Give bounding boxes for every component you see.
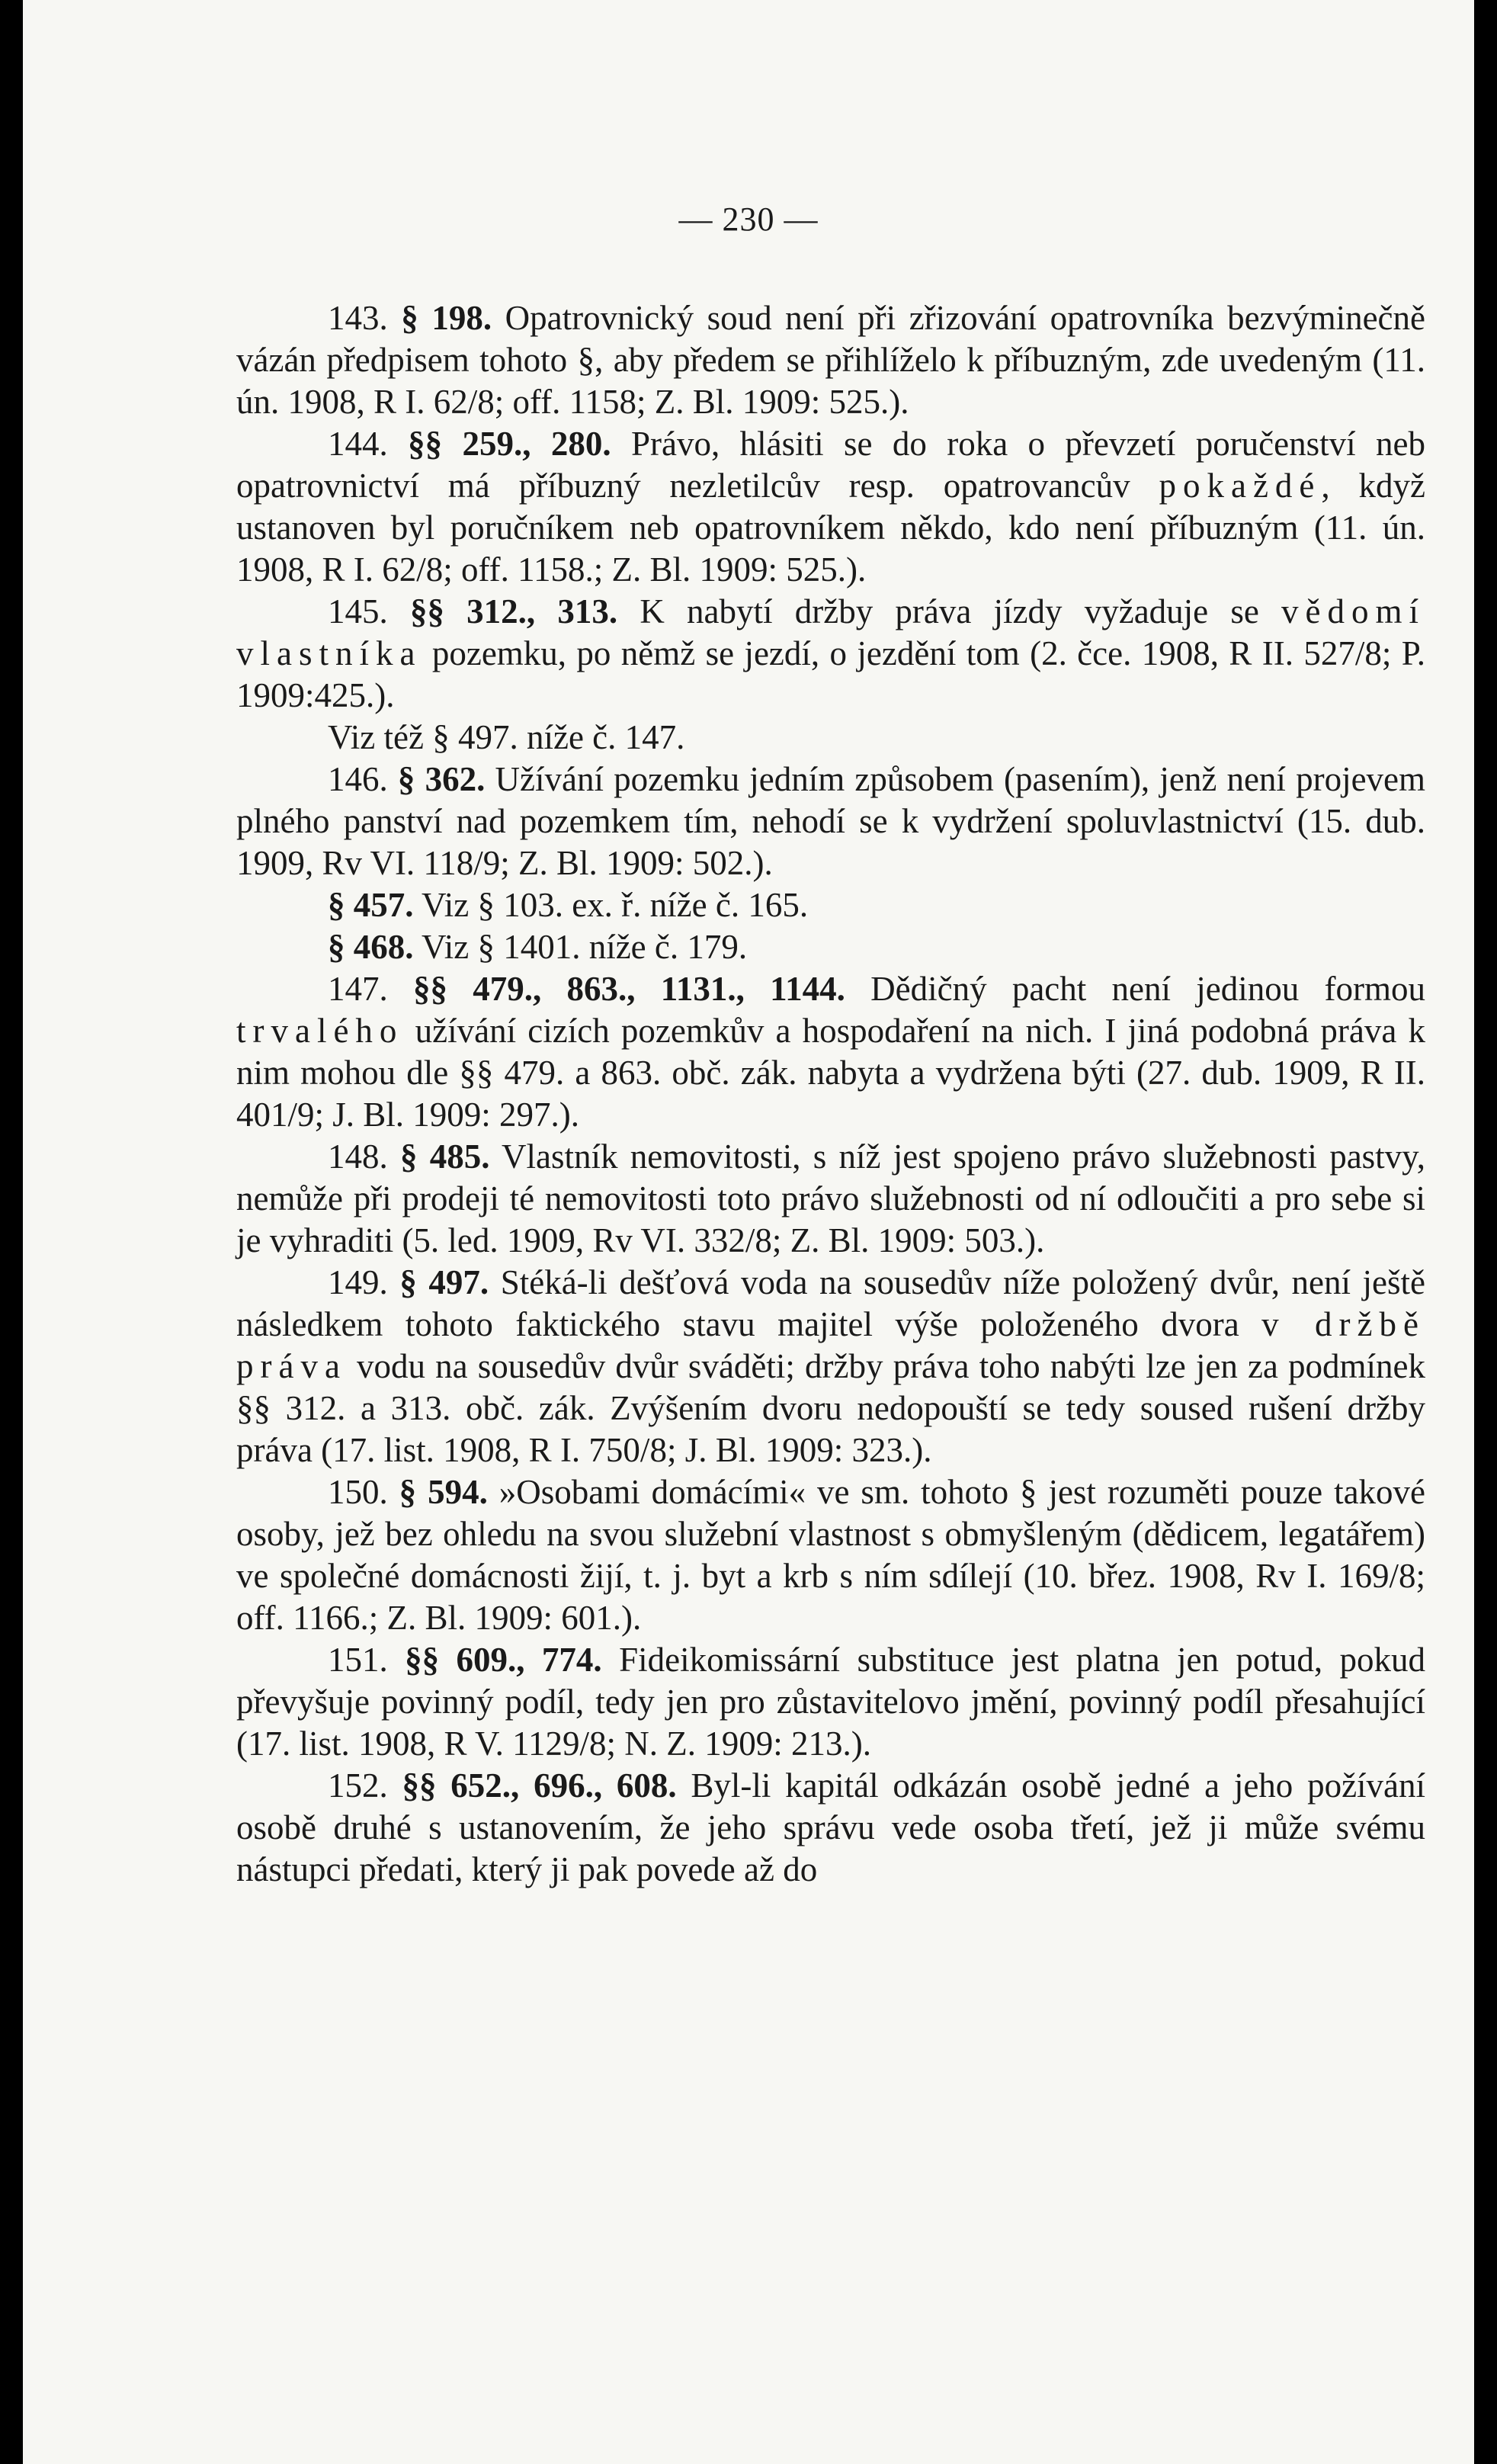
section-reference: § 594.: [399, 1473, 488, 1511]
entry-paragraph: [236, 759, 1425, 884]
entry-paragraph: [236, 717, 1425, 759]
entry-number: 148.: [328, 1137, 388, 1176]
book-page: [23, 0, 1474, 2464]
text-body: [236, 297, 1425, 1891]
entry-paragraph: [236, 1765, 1425, 1891]
entry-paragraph: [236, 1136, 1425, 1262]
spaced-emphasis: trvalého: [236, 1012, 404, 1050]
entry-paragraph: [236, 297, 1425, 423]
entry-text: Viz též § 497. níže č. 147.: [328, 718, 685, 756]
entry-text: užívání cizích pozemkův a hospodaření na nich. I jiná podobná práva k nim mohou dle §§ 479. a 863. obč. zák. nabyta a vydržena býti (27. dub. 1909, R II. 401/9; J. Bl. 1909: 297.).: [236, 1012, 1425, 1134]
section-reference: § 497.: [399, 1263, 489, 1301]
entry-text: pozemku, po němž se jezdí, o jezdění tom (2. čce. 1908, R II. 527/8; P. 1909:425.).: [236, 634, 1425, 714]
spaced-emphasis: pokaždé: [1159, 467, 1322, 505]
section-reference: §§ 312., 313.: [409, 592, 618, 630]
entry-paragraph: [236, 1262, 1425, 1471]
entry-text: Opatrovnický soud není při zřizování opatrovníka bezvýminečně vázán předpisem tohoto §, aby předem se přihlíželo k příbuzným, zde uvedeným (11. ún. 1908, R I. 62/8; off. 1158; Z. Bl. 1909: 525.).: [236, 299, 1426, 421]
entry-number: 149.: [328, 1263, 388, 1301]
section-reference: §§ 479., 863., 1131., 1144.: [413, 970, 845, 1008]
entry-text: Dědičný pacht není jedinou formou: [870, 970, 1425, 1008]
entry-number: 150.: [328, 1473, 388, 1511]
section-reference: §§ 652., 696., 608.: [402, 1766, 677, 1805]
entry-paragraph: [236, 968, 1425, 1136]
section-reference: § 457.: [328, 886, 414, 924]
entry-paragraph: [236, 423, 1425, 591]
entry-text: Byl-li kapitál odkázán osobě jedné a jeho požívání osobě druhé s ustanovením, že jeho správu vede osoba třetí, jež ji může svému nástupci předati, který ji pak povede až do: [236, 1766, 1426, 1888]
entry-text: »Osobami domácími« ve sm. tohoto § jest rozuměti pouze takové osoby, jež bez ohledu na svou služební vlastnost s obmyšleným (dědicem, legatářem) ve společné domácnosti žijí, t. j. byt a krb s ním sdílejí (10. břez. 1908, Rv I. 169/8; off. 1166.; Z. Bl. 1909: 601.).: [236, 1473, 1426, 1637]
spaced-emphasis: v držbě práva: [236, 1305, 1425, 1385]
entry-text: Užívání pozemku jedním způsobem (pasením), jenž není projevem plného panství nad pozemkem tím, nehodí se k vydržení spoluvlastnictví (15. dub. 1909, Rv VI. 118/9; Z. Bl. 1909: 502.).: [236, 760, 1426, 882]
entry-text: Fideikomissární substituce jest platna jen potud, pokud převyšuje povinný podíl, tedy jen pro zůstavitelovo jmění, povinný podíl přesahující (17. list. 1908, R V. 1129/8; N. Z. 1909: 213.).: [236, 1641, 1426, 1763]
entry-text: K nabytí držby práva jízdy vyžaduje se: [640, 592, 1282, 630]
entry-number: 146.: [328, 760, 388, 798]
entry-text: , když ustanoven byl poručníkem neb opatrovníkem někdo, kdo není příbuzným (11. ún. 1908, R I. 62/8; off. 1158.; Z. Bl. 1909: 525.).: [236, 467, 1425, 589]
entry-number: 143.: [328, 299, 388, 337]
section-reference: § 362.: [397, 760, 486, 798]
entry-text: Viz § 103. ex. ř. níže č. 165.: [421, 886, 809, 924]
entry-number: 145.: [328, 592, 388, 630]
entry-number: 152.: [328, 1766, 388, 1805]
section-reference: §§ 609., 774.: [405, 1641, 602, 1679]
entry-text: Stéká-li dešťová voda na sousedův níže položený dvůr, není ještě následkem tohoto faktického stavu majitel výše položeného dvora: [236, 1263, 1426, 1343]
entry-text: Vlastník nemovitosti, s níž jest spojeno právo služebnosti pastvy, nemůže při prodeji té nemovitosti toto právo služebnosti od ní odloučiti a pro sebe si je vyhraditi (5. led. 1909, Rv VI. 332/8; Z. Bl. 1909: 503.).: [236, 1137, 1426, 1259]
entry-paragraph: [236, 591, 1425, 717]
entry-number: 144.: [328, 425, 388, 463]
entry-number: 147.: [328, 970, 388, 1008]
entry-number: 151.: [328, 1641, 388, 1679]
page-number: — 230 —: [678, 201, 819, 238]
entry-text: Právo, hlásiti se do roka o převzetí poručenství neb opatrovnictví má příbuzný nezletilcův resp. opatrovancův: [236, 425, 1425, 505]
entry-paragraph: [236, 1639, 1425, 1765]
entry-paragraph: [236, 926, 1425, 968]
spaced-emphasis: vědomí vlastníka: [236, 592, 1426, 672]
section-reference: § 198.: [401, 299, 492, 337]
entry-paragraph: [236, 884, 1425, 926]
entry-paragraph: [236, 1471, 1425, 1639]
section-reference: §§ 259., 280.: [408, 425, 611, 463]
section-reference: § 485.: [400, 1137, 490, 1176]
entry-text: vodu na sousedův dvůr sváděti; držby práva toho nabýti lze jen za podmínek §§ 312. a 313. obč. zák. Zvýšením dvoru nedopouští se tedy soused rušení držby práva (17. list. 1908, R I. 750/8; J. Bl. 1909: 323.).: [236, 1347, 1425, 1469]
entry-text: Viz § 1401. níže č. 179.: [421, 928, 748, 966]
section-reference: § 468.: [328, 928, 414, 966]
